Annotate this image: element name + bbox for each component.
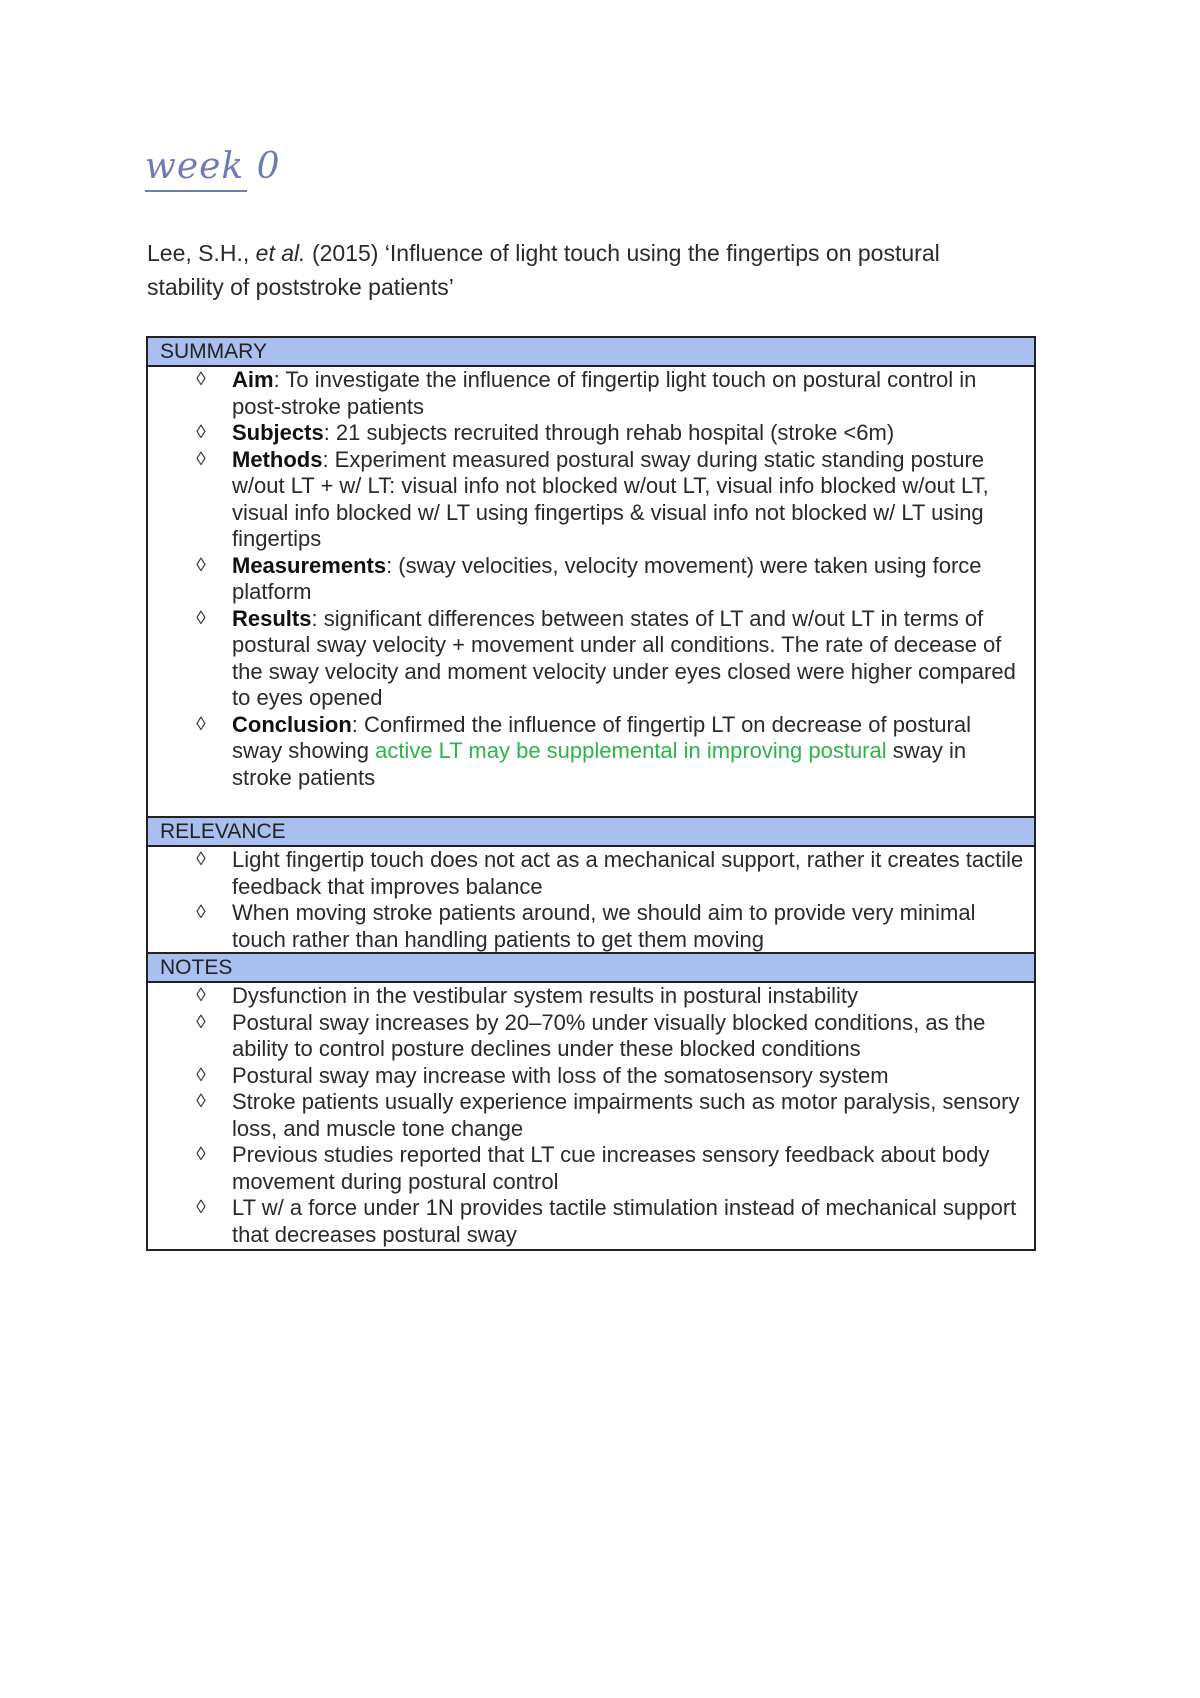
list-item <box>148 983 1034 1010</box>
diamond-bullet-icon: ◊ <box>196 1064 206 1086</box>
diamond-bullet-icon: ◊ <box>196 448 206 470</box>
item-text: : 21 subjects recruited through rehab hospital (stroke <6m) <box>323 420 895 445</box>
list-item <box>148 367 1034 420</box>
term-label: Conclusion <box>232 711 352 737</box>
notes-header: NOTES <box>148 954 1034 983</box>
list-item <box>148 712 1034 792</box>
relevance-header: RELEVANCE <box>148 818 1034 847</box>
term-label: Aim <box>232 367 274 392</box>
relevance-body <box>148 847 1034 954</box>
diamond-bullet-icon: ◊ <box>196 369 206 390</box>
citation-title-line-2: stability of poststroke patients’ <box>147 274 454 300</box>
list-item <box>148 847 1034 900</box>
diamond-bullet-icon: ◊ <box>196 1091 206 1112</box>
term-label: Methods <box>232 446 323 472</box>
item-text: : To investigate the influence of fingertip light touch on postural control in post-stroke patients <box>232 367 977 419</box>
summary-list <box>148 367 1034 791</box>
diamond-bullet-icon: ◊ <box>196 985 206 1006</box>
diamond-bullet-icon: ◊ <box>196 554 206 576</box>
term-label: Measurements <box>232 552 387 578</box>
list-item <box>148 1089 1034 1142</box>
relevance-list <box>148 847 1034 953</box>
diamond-bullet-icon: ◊ <box>196 422 206 443</box>
citation-etal: et al. <box>255 240 306 266</box>
diamond-bullet-icon: ◊ <box>196 902 206 923</box>
list-item <box>148 447 1034 553</box>
list-item <box>148 1142 1034 1195</box>
citation <box>147 236 1027 304</box>
highlighted-text: active LT may be supplemental in improving postural <box>375 738 887 763</box>
notes-body <box>148 983 1034 1249</box>
item-text: : Experiment measured postural sway during static standing posture w/out LT + w/ LT: visual info not blocked w/out LT, visual info blocked w/out LT, visual info blocked w/ LT using fingertips & visual info not blocked w/ LT using fingertips <box>232 446 989 551</box>
list-item <box>148 553 1034 606</box>
item-text-after: sway in stroke patients <box>232 738 967 790</box>
list-item <box>148 420 1034 447</box>
item-text: Dysfunction in the vestibular system results in postural instability <box>232 983 859 1008</box>
item-text: LT w/ a force under 1N provides tactile stimulation instead of mechanical support that decreases postural sway <box>232 1195 1017 1247</box>
summary-body <box>148 367 1034 818</box>
item-text: : significant differences between states of LT and w/out LT in terms of postural sway velocity + movement under all conditions. The rate of decease of the sway velocity and moment velocity under eyes closed were higher compared to eyes opened <box>232 605 1016 710</box>
term-label: Results <box>232 605 312 631</box>
item-text: Light fingertip touch does not act as a mechanical support, rather it creates tactile feedback that improves balance <box>232 847 1024 899</box>
title-underline <box>145 190 247 192</box>
citation-title-line-1: (2015) ‘Influence of light touch using the fingertips on postural <box>311 240 940 266</box>
diamond-bullet-icon: ◊ <box>196 1197 206 1218</box>
page-title: week 0 <box>145 146 281 187</box>
diamond-bullet-icon: ◊ <box>196 713 206 735</box>
notes-table <box>146 336 1036 1251</box>
diamond-bullet-icon: ◊ <box>196 1011 206 1033</box>
list-item <box>148 1063 1034 1090</box>
item-text: When moving stroke patients around, we should aim to provide very minimal touch rather than handling patients to get them moving <box>232 900 976 952</box>
list-item <box>148 900 1034 953</box>
item-text: Postural sway may increase with loss of the somatosensory system <box>232 1062 889 1088</box>
summary-header: SUMMARY <box>148 338 1034 367</box>
item-text: Stroke patients usually experience impairments such as motor paralysis, sensory loss, and muscle tone change <box>232 1089 1020 1141</box>
item-text: Previous studies reported that LT cue increases sensory feedback about body movement during postural control <box>232 1142 990 1194</box>
list-item <box>148 1195 1034 1248</box>
item-text: Postural sway increases by 20–70% under visually blocked conditions, as the ability to control posture declines under these blocked conditions <box>232 1009 986 1061</box>
list-item <box>148 606 1034 712</box>
diamond-bullet-icon: ◊ <box>196 1144 206 1165</box>
list-item <box>148 1010 1034 1063</box>
notes-list <box>148 983 1034 1248</box>
diamond-bullet-icon: ◊ <box>196 849 206 870</box>
citation-authors: Lee, S.H., <box>147 240 250 266</box>
diamond-bullet-icon: ◊ <box>196 607 206 629</box>
item-text: : (sway velocities, velocity movement) were taken using force platform <box>232 552 982 604</box>
item-text: : Confirmed the influence of fingertip LT on decrease of postural sway showing <box>232 711 971 763</box>
term-label: Subjects <box>232 420 324 445</box>
